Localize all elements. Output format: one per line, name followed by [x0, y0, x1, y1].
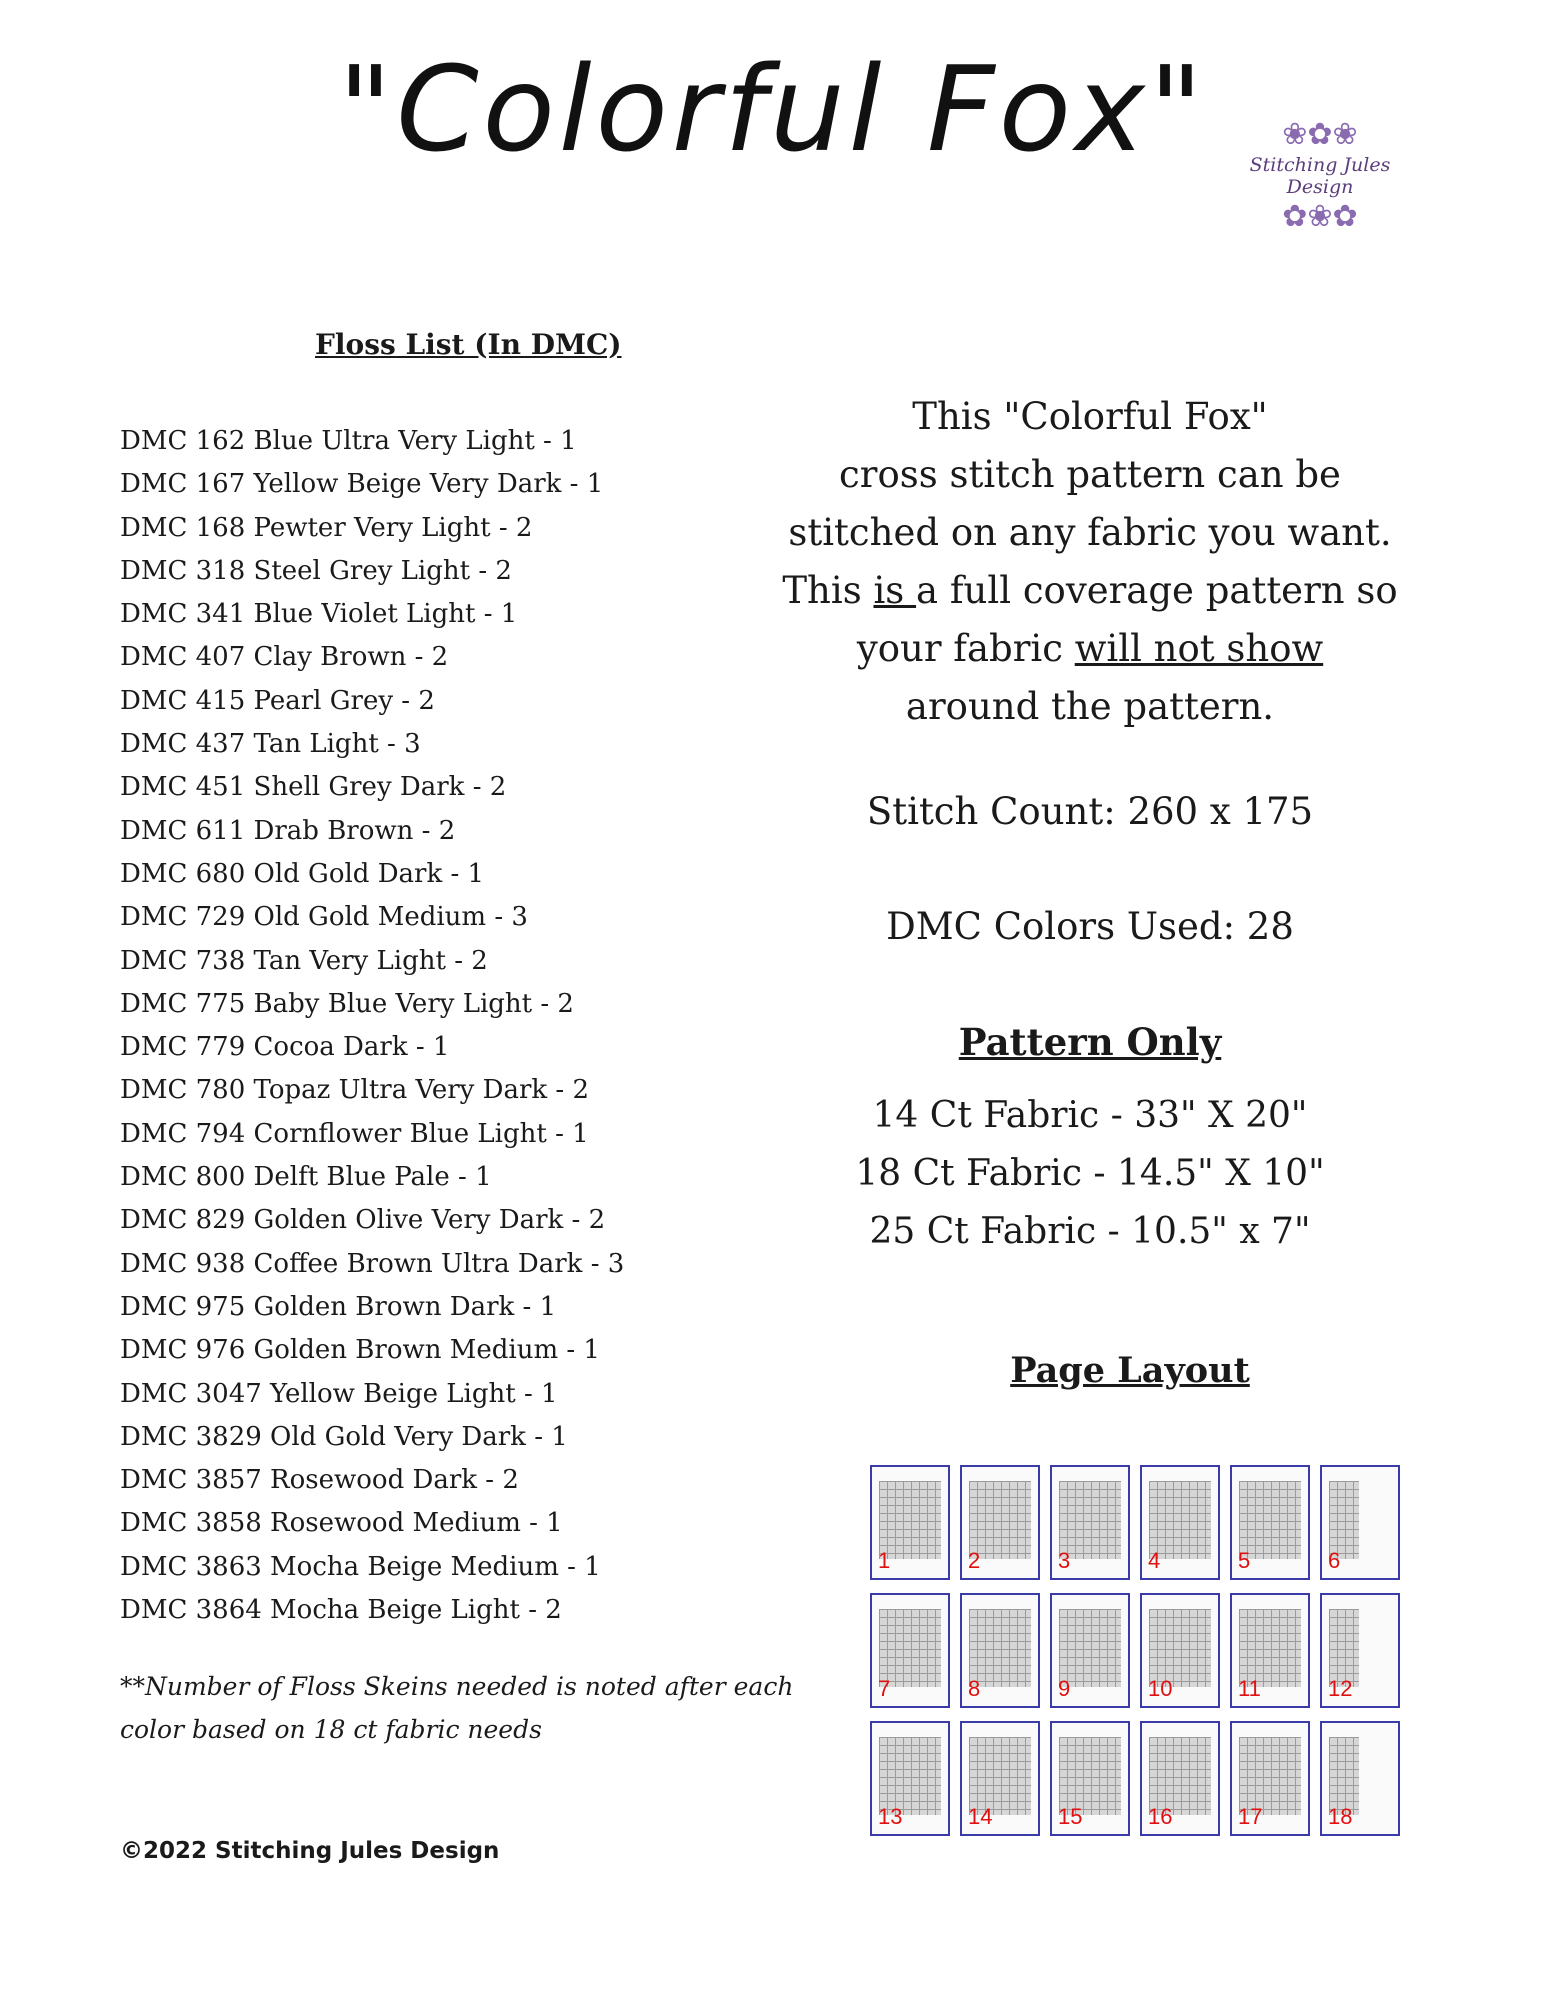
floss-item: DMC 800 Delft Blue Pale - 1	[120, 1162, 492, 1193]
floss-item: DMC 779 Cocoa Dark - 1	[120, 1032, 450, 1063]
page-thumbnail	[1050, 1465, 1130, 1580]
page-number: 9	[1058, 1676, 1071, 1701]
floss-item: DMC 794 Cornflower Blue Light - 1	[120, 1118, 589, 1149]
page-thumbnail	[870, 1593, 950, 1708]
floss-item: DMC 3829 Old Gold Very Dark - 1	[120, 1421, 568, 1452]
emphasis-is: is	[873, 569, 917, 612]
desc-line: This is a full coverage pattern so	[782, 569, 1398, 612]
stitch-count: Stitch Count: 260 x 175	[866, 790, 1314, 833]
floss-item: DMC 738 Tan Very Light - 2	[120, 945, 488, 976]
floss-list-heading: Floss List (In DMC)	[315, 328, 622, 361]
page-number: 7	[878, 1676, 891, 1701]
desc-line: around the pattern.	[905, 685, 1275, 728]
page-thumbnail	[1230, 1465, 1310, 1580]
floss-item: DMC 437 Tan Light - 3	[120, 729, 421, 760]
page-thumbnail	[1320, 1465, 1400, 1580]
page-number: 13	[878, 1804, 903, 1829]
floss-item: DMC 168 Pewter Very Light - 2	[120, 512, 533, 543]
page-layout-heading: Page Layout	[1010, 1350, 1250, 1391]
page-thumbnail	[1230, 1593, 1310, 1708]
floss-note: **Number of Floss Skeins needed is noted after each color based on 18 ct fabric needs	[120, 1672, 794, 1744]
emphasis-will-not-show: will not show	[1074, 627, 1324, 670]
floss-item: DMC 162 Blue Ultra Very Light - 1	[120, 426, 577, 456]
floss-item: DMC 938 Coffee Brown Ultra Dark - 3	[120, 1248, 625, 1279]
page-number: 6	[1328, 1548, 1341, 1573]
page-number: 18	[1328, 1804, 1353, 1829]
swirl-ornament-bottom-icon: ✿❀✿	[1282, 199, 1358, 234]
fabric-size: 18 Ct Fabric - 14.5" X 10"	[855, 1153, 1325, 1194]
colors-used: DMC Colors Used: 28	[886, 905, 1294, 948]
desc-line: This "Colorful Fox"	[912, 395, 1268, 438]
floss-item: DMC 451 Shell Grey Dark - 2	[120, 772, 507, 803]
floss-item: DMC 415 Pearl Grey - 2	[120, 685, 435, 716]
desc-line: stitched on any fabric you want.	[788, 511, 1392, 554]
page-title: "Colorful Fox"	[337, 40, 1208, 178]
page-thumbnail	[1230, 1721, 1310, 1836]
page-number: 1	[878, 1548, 891, 1573]
pattern-description	[780, 388, 1400, 736]
page-thumbnail	[960, 1721, 1040, 1836]
fabric-size: 14 Ct Fabric - 33" X 20"	[872, 1095, 1308, 1136]
floss-item: DMC 167 Yellow Beige Very Dark - 1	[120, 469, 604, 500]
page-number: 8	[968, 1676, 981, 1701]
page-thumbnail	[960, 1465, 1040, 1580]
page-thumbnail	[960, 1593, 1040, 1708]
floss-item: DMC 775 Baby Blue Very Light - 2	[120, 988, 574, 1019]
floss-item: DMC 3863 Mocha Beige Medium - 1	[120, 1551, 601, 1582]
page-thumbnail	[1140, 1593, 1220, 1708]
page-number: 4	[1148, 1548, 1161, 1573]
floss-item: DMC 729 Old Gold Medium - 3	[120, 902, 528, 933]
fabric-sizes	[780, 1087, 1400, 1261]
floss-item: DMC 318 Steel Grey Light - 2	[120, 555, 512, 586]
page-number: 16	[1148, 1804, 1173, 1829]
floss-item: DMC 680 Old Gold Dark - 1	[120, 858, 485, 889]
fabric-size: 25 Ct Fabric - 10.5" x 7"	[869, 1211, 1311, 1252]
copyright: ©2022 Stitching Jules Design	[120, 1838, 500, 1864]
page-number: 2	[968, 1548, 981, 1573]
floss-item: DMC 976 Golden Brown Medium - 1	[120, 1335, 600, 1366]
floss-item: DMC 3047 Yellow Beige Light - 1	[120, 1378, 558, 1409]
floss-item: DMC 611 Drab Brown - 2	[120, 815, 456, 846]
brand-logo	[1220, 117, 1420, 234]
floss-item: DMC 3857 Rosewood Dark - 2	[120, 1465, 519, 1496]
page-number: 10	[1148, 1676, 1173, 1701]
page-thumbnail	[1320, 1593, 1400, 1708]
page-thumbnail	[1320, 1721, 1400, 1836]
floss-list	[120, 420, 624, 1632]
brand-name: Stitching Jules Design	[1249, 154, 1391, 198]
desc-line: cross stitch pattern can be	[839, 453, 1341, 496]
page-number: 3	[1058, 1548, 1071, 1573]
page-thumbnail	[870, 1721, 950, 1836]
floss-item: DMC 3864 Mocha Beige Light - 2	[120, 1595, 562, 1626]
page-thumbnail	[1050, 1593, 1130, 1708]
pattern-only-heading: Pattern Only	[958, 1020, 1222, 1064]
page-thumbnail	[870, 1465, 950, 1580]
page-number: 15	[1058, 1804, 1083, 1829]
page-number: 14	[968, 1804, 993, 1829]
desc-line: your fabric will not show	[856, 627, 1324, 670]
page-number: 5	[1238, 1548, 1251, 1573]
floss-item: DMC 829 Golden Olive Very Dark - 2	[120, 1205, 606, 1236]
floss-item: DMC 407 Clay Brown - 2	[120, 642, 449, 673]
swirl-ornament-icon: ❀✿❀	[1282, 117, 1358, 152]
floss-item: DMC 341 Blue Violet Light - 1	[120, 599, 518, 630]
floss-item: DMC 3858 Rosewood Medium - 1	[120, 1508, 563, 1539]
page-number: 11	[1238, 1676, 1261, 1701]
page-thumbnail	[1050, 1721, 1130, 1836]
floss-item: DMC 975 Golden Brown Dark - 1	[120, 1291, 557, 1322]
floss-item: DMC 780 Topaz Ultra Very Dark - 2	[120, 1075, 590, 1106]
page-thumbnail	[1140, 1721, 1220, 1836]
page-number: 17	[1238, 1804, 1263, 1829]
page-thumbnail	[1140, 1465, 1220, 1580]
page-number: 12	[1328, 1676, 1353, 1701]
